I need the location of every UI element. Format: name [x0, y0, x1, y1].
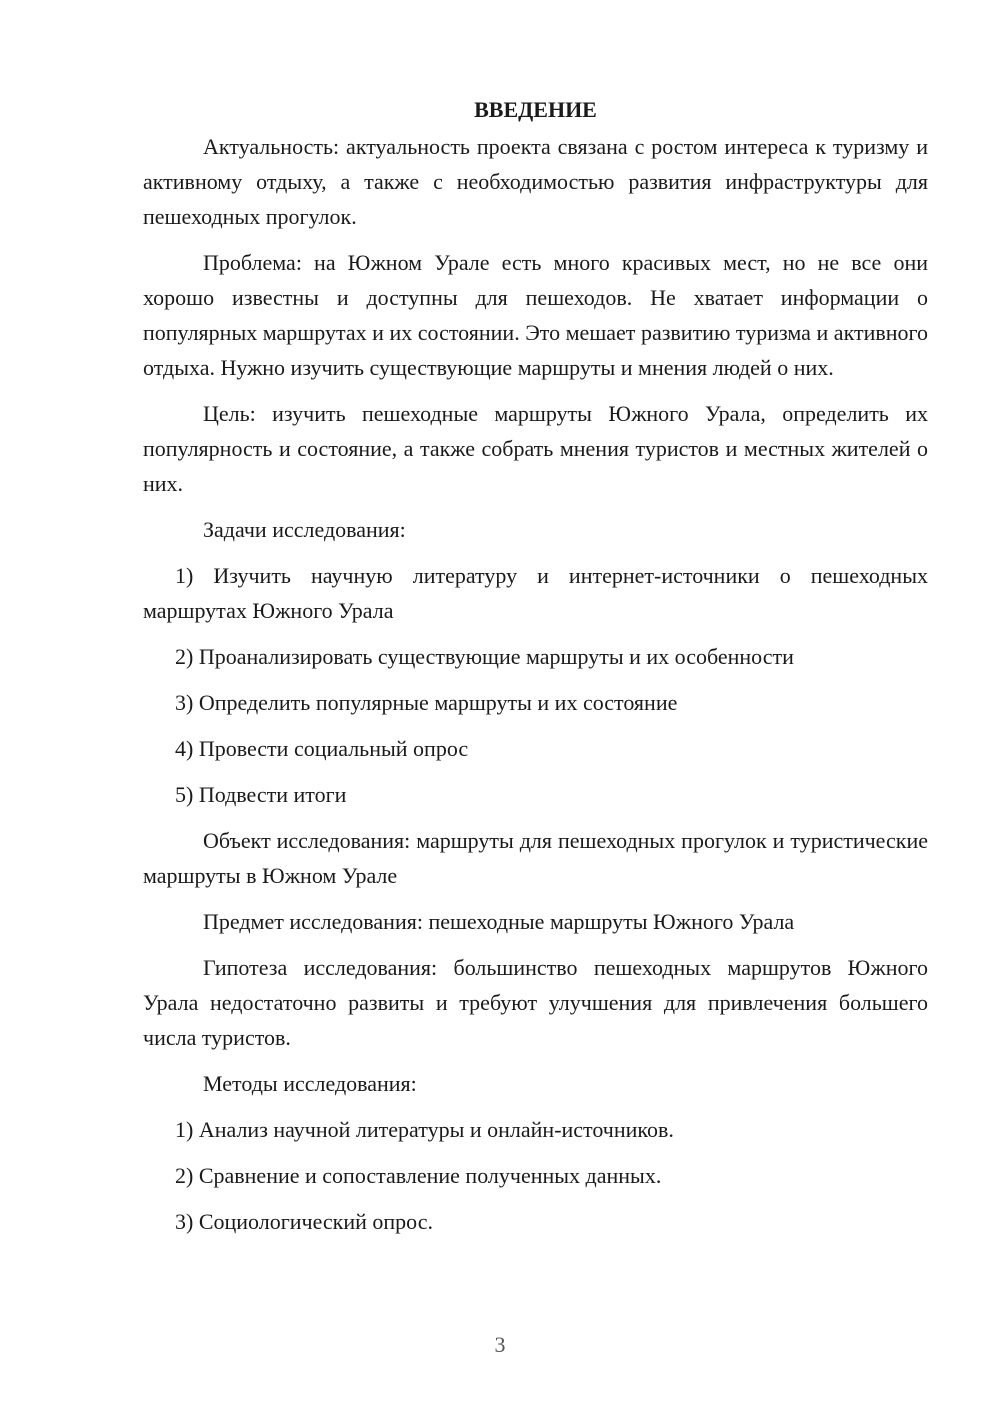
- task-item: 2) Проанализировать существующие маршруты и их особенности: [175, 644, 794, 669]
- page-number: 3: [494, 1332, 506, 1357]
- task-item: 4) Провести социальный опрос: [175, 736, 469, 761]
- task-item: 5) Подвести итоги: [175, 782, 347, 807]
- document-page: [143, 92, 928, 1250]
- tasks-heading: Задачи исследования:: [203, 517, 406, 542]
- task-item: 3) Определить популярные маршруты и их состояние: [175, 690, 678, 715]
- method-item: 1) Анализ научной литературы и онлайн-источников.: [175, 1117, 674, 1142]
- hypothesis-paragraph: Гипотеза исследования: большинство пешеходных маршрутов Южного Урала недостаточно развиты и требуют улучшения для привлечения большего числа туристов.: [143, 955, 928, 1050]
- subject-paragraph: Предмет исследования: пешеходные маршруты Южного Урала: [203, 909, 795, 934]
- goal-paragraph: Цель: изучить пешеходные маршруты Южного Урала, определить их популярность и состояние, а также собрать мнения туристов и местных жителей о них.: [143, 401, 928, 496]
- task-item: 1) Изучить научную литературу и интернет-источники о пешеходных маршрутах Южного Урала: [143, 563, 928, 623]
- problem-paragraph: Проблема: на Южном Урале есть много красивых мест, но не все они хорошо известны и доступны для пешеходов. Не хватает информации о популярных маршрутах и их состоянии. Это мешает развитию туризма и активного отдыха. Нужно изучить существующие маршруты и мнения людей о них.: [143, 250, 928, 380]
- relevance-paragraph: Актуальность: актуальность проекта связана с ростом интереса к туризму и активному отдыху, а также с необходимостью развития инфраструктуры для пешеходных прогулок.: [143, 134, 928, 229]
- document-title: ВВЕДЕНИЕ: [474, 97, 597, 122]
- method-item: 2) Сравнение и сопоставление полученных данных.: [175, 1163, 662, 1188]
- methods-heading: Методы исследования:: [203, 1071, 417, 1096]
- object-paragraph: Объект исследования: маршруты для пешеходных прогулок и туристические маршруты в Южном Урале: [143, 828, 928, 888]
- method-item: 3) Социологический опрос.: [175, 1209, 433, 1234]
